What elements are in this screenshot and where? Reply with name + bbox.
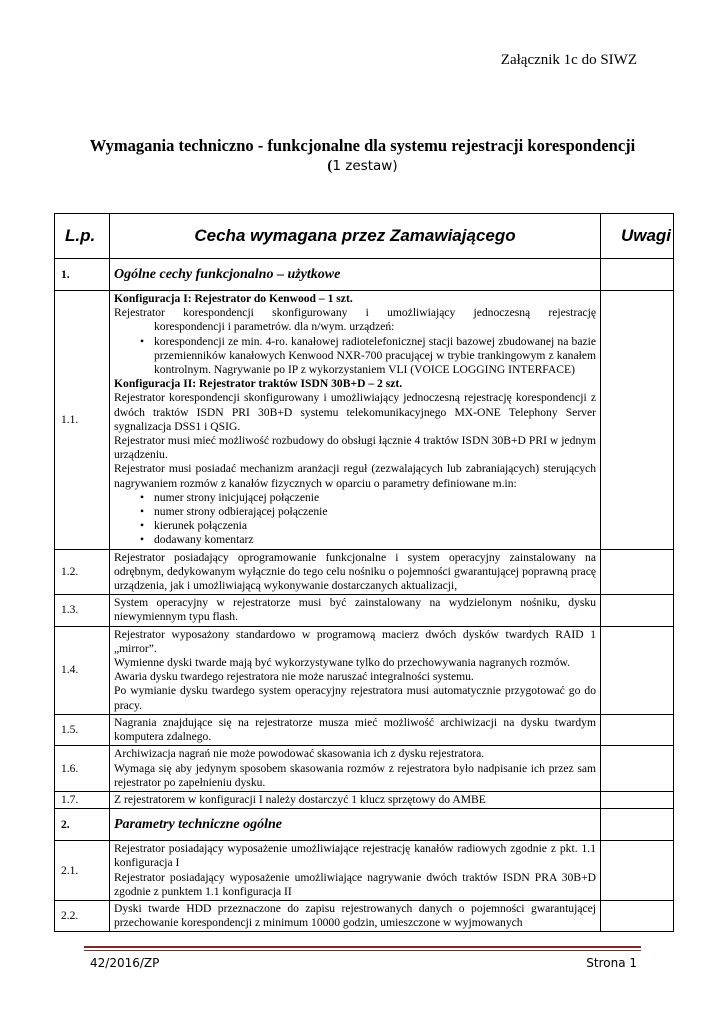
config-2-text-2: Rejestrator musi mieć możliwość rozbudowy do obsługi łącznie 4 traktów ISDN 30B+D PRI w jednym urządzeniu.: [114, 434, 596, 462]
config-1-heading: Konfiguracja I: Rejestrator do Kenwood – 1 szt.: [114, 292, 353, 305]
row-text-line: Awaria dysku twardego rejestratora nie może naruszać integralności systemu.: [114, 670, 474, 684]
config-1-text: Rejestrator korespondencji skonfigurowany i umożliwiający jednoczesną rejestrację: [114, 306, 596, 320]
table-row: [55, 595, 674, 626]
row-number: 1.4.: [55, 626, 110, 714]
notes-cell: [601, 746, 674, 792]
header-feature: Cecha wymagana przez Zamawiającego: [110, 214, 601, 259]
footer-rule: [84, 946, 641, 948]
list-item: • korespondencji ze min. 4-ro. kanałowej radiotelefonicznej stacji bazowej zbudowanej na bazie przemienników kanałowych Kenwood NXR-700 pracującej w trybie trankingowym z kanałem kontrolnym. Nagrywanie po IP z wykorzystaniem VLI (VOICE LOGGING INTERFACE): [154, 335, 596, 378]
notes-cell: [601, 809, 674, 841]
config-2-heading: Konfiguracja II: Rejestrator traktów ISDN 30B+D – 2 szt.: [114, 377, 403, 391]
table-row: [55, 746, 674, 792]
list-item: • kierunek połączenia: [154, 519, 596, 533]
notes-cell: [601, 259, 674, 291]
row-number: 1.7.: [55, 791, 110, 808]
page-number: Strona 1: [586, 956, 637, 970]
row-number: 2.1.: [55, 841, 110, 901]
table-row: [55, 900, 674, 931]
section-row: [55, 809, 674, 841]
notes-cell: [601, 900, 674, 931]
table-row: [55, 626, 674, 714]
row-text-line: Wymaga się aby jedynym sposobem skasowania rozmów z rejestratora było nadpisanie ich przez sam rejestrator po zapełnieniu dysku.: [114, 761, 596, 789]
config-1-list: [114, 335, 596, 378]
row-number: 1.3.: [55, 595, 110, 626]
section-title: Parametry techniczne ogólne: [110, 809, 601, 841]
table-row: [55, 791, 674, 808]
row-number: 1.1.: [55, 291, 110, 550]
table-row: [55, 841, 674, 901]
row-text: [110, 626, 601, 714]
section-number: 2.: [55, 809, 110, 841]
list-item: • numer strony inicjującej połączenie: [154, 491, 596, 505]
table-row: [55, 549, 674, 595]
row-text: Z rejestratorem w konfiguracji I należy dostarczyć 1 klucz sprzętowy do AMBE: [110, 791, 601, 808]
parameter-list: [114, 491, 596, 548]
row-text-line: Rejestrator posiadający wyposażenie umożliwiające rejestrację kanałów radiowych zgodnie z pkt. 1.1 konfiguracja I: [114, 842, 596, 870]
notes-cell: [601, 549, 674, 595]
notes-cell: [601, 595, 674, 626]
header-lp: L.p.: [55, 214, 110, 259]
row-number: 1.2.: [55, 549, 110, 595]
footer-reference: 42/2016/ZP: [90, 956, 160, 970]
row-text: [110, 746, 601, 792]
row-text: Dyski twarde HDD przeznaczone do zapisu rejestrowanych danych o pojemności gwarantującej przechowanie korespondencji z minimum 10000 godzin, umieszczone w wyjmowanych: [110, 900, 601, 931]
row-text: [110, 841, 601, 901]
row-text-line: Rejestrator wyposażony standardowo w programową macierz dwóch dysków twardych RAID 1 „mirror”.: [114, 627, 596, 655]
row-number: 1.5.: [55, 714, 110, 745]
notes-cell: [601, 791, 674, 808]
notes-cell: [601, 626, 674, 714]
row-text: [110, 291, 601, 550]
table-header-row: [55, 214, 674, 259]
header-notes: Uwagi: [601, 214, 674, 259]
row-text-line: Po wymianie dysku twardego system operacyjny rejestratora musi automatycznie przygotować go do pracy.: [114, 684, 596, 712]
document-subtitle: [0, 158, 725, 175]
section-title: Ogólne cechy funkcjonalno – użytkowe: [110, 259, 601, 291]
list-item: • numer strony odbierającej połączenie: [154, 505, 596, 519]
row-text: Nagrania znajdujące się na rejestratorze musza mieć możliwość archiwizacji na dysku twardym komputera zdalnego.: [110, 714, 601, 745]
row-text-line: Wymienne dyski twarde mają być wykorzystywane tylko do przechowywania nagranych rozmów.: [114, 656, 571, 670]
footer-rule-thin: [84, 950, 641, 951]
attachment-label: Załącznik 1c do SIWZ: [500, 52, 637, 68]
row-text-line: Archiwizacja nagrań nie może powodować skasowania ich z dysku rejestratora.: [114, 747, 485, 761]
notes-cell: [601, 714, 674, 745]
section-number: 1.: [55, 259, 110, 291]
row-text: System operacyjny w rejestratorze musi być zainstalowany na wydzielonym nośniku, dysku niewymiennym typu flash.: [110, 595, 601, 626]
section-row: [55, 259, 674, 291]
row-number: 1.6.: [55, 746, 110, 792]
list-item: • dodawany komentarz: [154, 533, 596, 547]
row-text: Rejestrator posiadający oprogramowanie funkcjonalne i system operacyjny zainstalowany na odrębnym, dedykowanym wyłącznie do tego celu nośniku o pojemności gwarantującej poprawną pracę urządzenia, jak i umożliwiającą wykonywanie dostarczanych aktualizacji,: [110, 549, 601, 595]
config-2-text-3: Rejestrator musi posiadać mechanizm aranżacji reguł (zezwalających lub zabraniających) sterujących nagrywaniem rozmów z kanałów fizycznych w oparciu o parametry definiowane m.in:: [114, 462, 596, 490]
subtitle-paren: (: [327, 158, 333, 174]
table-row: [55, 291, 674, 550]
config-2-text: Rejestrator korespondencji skonfigurowany i umożliwiający jednoczesną rejestrację korespondencji z dwóch traktów ISDN PRI 30B+D systemu telekomunikacyjnego MX-ONE Telephony Server sygnalizacja DSS1 i QSIG.: [114, 391, 596, 433]
row-number: 2.2.: [55, 900, 110, 931]
notes-cell: [601, 841, 674, 901]
row-text-line: Rejestrator posiadający wyposażenie umożliwiające nagrywanie dwóch traktów ISDN PRA 30B+D zgodnie z punktem 1.1 konfiguracja II: [114, 870, 596, 898]
config-1-text-cont: korespondencji i parametrów. dla n/wym. urządzeń:: [154, 320, 395, 334]
table-row: [55, 714, 674, 745]
notes-cell: [601, 291, 674, 550]
document-title: Wymagania techniczno - funkcjonalne dla systemu rejestracji korespondencji: [89, 136, 636, 155]
requirements-table: [54, 213, 674, 932]
subtitle-text: 1 zestaw): [332, 158, 398, 174]
